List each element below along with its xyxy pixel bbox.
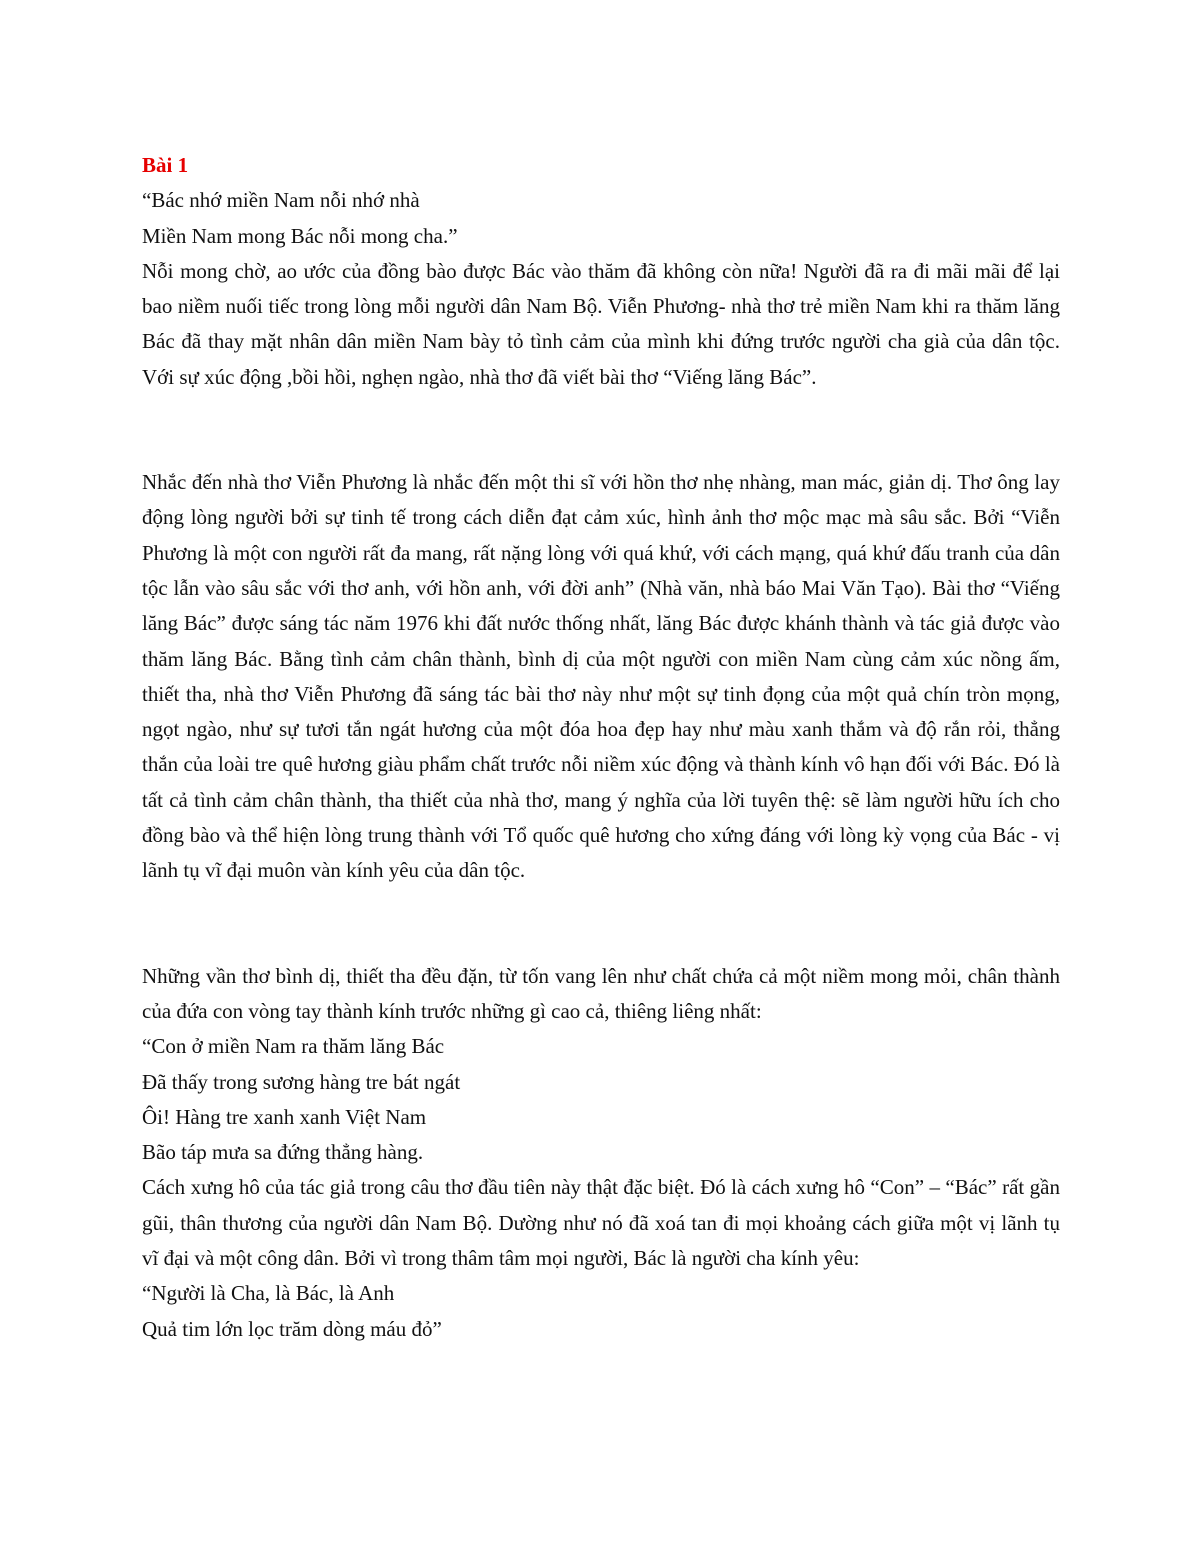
verse-line: “Bác nhớ miền Nam nỗi nhớ nhà: [142, 188, 420, 213]
paragraph-gap: [142, 430, 1060, 465]
intro-paragraph: Nỗi mong chờ, ao ước của đồng bào được Bác vào thăm đã không còn nữa! Người đã ra đi mãi mãi để lại bao niềm nuối tiếc trong lòng mỗi người dân Nam Bộ. Viễn Phương- nhà thơ trẻ miền Nam khi ra thăm lăng Bác đã thay mặt nhân dân miền Nam bày tỏ tình cảm của mình khi đứng trước người cha già của dân tộc. Với sự xúc động ,bồi hồi, nghẹn ngào, nhà thơ đã viết bài thơ “Viếng lăng Bác”.: [142, 258, 1060, 389]
verse-line: Quả tim lớn lọc trăm dòng máu đỏ”: [142, 1316, 442, 1341]
verse-line: Miền Nam mong Bác nỗi mong cha.”: [142, 223, 458, 248]
verse-line: Ôi! Hàng tre xanh xanh Việt Nam: [142, 1104, 427, 1129]
verse-line: Đã thấy trong sương hàng tre bát ngát: [142, 1069, 461, 1094]
document-page: [142, 148, 1060, 1347]
heading: Bài 1: [142, 153, 189, 177]
verse-line: Bão táp mưa sa đứng thẳng hàng.: [142, 1140, 424, 1165]
paragraph-gap: [142, 889, 1060, 924]
paragraph-gap: [142, 924, 1060, 959]
paragraph-gap: [142, 395, 1060, 430]
body-paragraph: Nhắc đến nhà thơ Viễn Phương là nhắc đến một thi sĩ với hồn thơ nhẹ nhàng, man mác, giản dị. Thơ ông lay động lòng người bởi sự tinh tế trong cách diễn đạt cảm xúc, hình ảnh thơ mộc mạc mà sâu sắc. Bởi “Viễn Phương là một con người rất đa mang, rất nặng lòng với quá khứ, với cách mạng, quá khứ đấu tranh của dân tộc lẫn vào sâu sắc với thơ anh, với hồn anh, với đời anh” (Nhà văn, nhà báo Mai Văn Tạo). Bài thơ “Viếng lăng Bác” được sáng tác năm 1976 khi đất nước thống nhất, lăng Bác được khánh thành và tác giả được vào thăm lăng Bác. Bằng tình cảm chân thành, bình dị của một người con miền Nam cùng cảm xúc nồng ấm, thiết tha, nhà thơ Viễn Phương đã sáng tác bài thơ này như một sự tinh đọng của một quả chín tròn mọng, ngọt ngào, như sự tươi tắn ngát hương của một đóa hoa đẹp hay như màu xanh thắm và độ rắn rỏi, thẳng thắn của loài tre quê hương giàu phẩm chất trước nỗi niềm xúc động và thành kính vô hạn đối với Bác. Đó là tất cả tình cảm chân thành, tha thiết của nhà thơ, mang ý nghĩa của lời tuyên thệ: sẽ làm người hữu ích cho đồng bào và thể hiện lòng trung thành với Tổ quốc quê hương cho xứng đáng với lòng kỳ vọng của Bác - vị lãnh tụ vĩ đại muôn vàn kính yêu của dân tộc.: [142, 470, 1060, 883]
verse-line: “Con ở miền Nam ra thăm lăng Bác: [142, 1034, 445, 1059]
third-paragraph: Những vần thơ bình dị, thiết tha đều đặn, từ tốn vang lên như chất chứa cả một niềm mong mỏi, chân thành của đứa con vòng tay thành kính trước những gì cao cả, thiêng liêng nhất:: [142, 963, 1060, 1023]
verse-line: “Người là Cha, là Bác, là Anh: [142, 1281, 395, 1306]
fourth-paragraph: Cách xưng hô của tác giả trong câu thơ đầu tiên này thật đặc biệt. Đó là cách xưng hô “Con” – “Bác” rất gần gũi, thân thương của người dân Nam Bộ. Dường như nó đã xoá tan đi mọi khoảng cách giữa một vị lãnh tụ vĩ đại và một công dân. Bởi vì trong thâm tâm mọi người, Bác là người cha kính yêu:: [142, 1175, 1060, 1271]
